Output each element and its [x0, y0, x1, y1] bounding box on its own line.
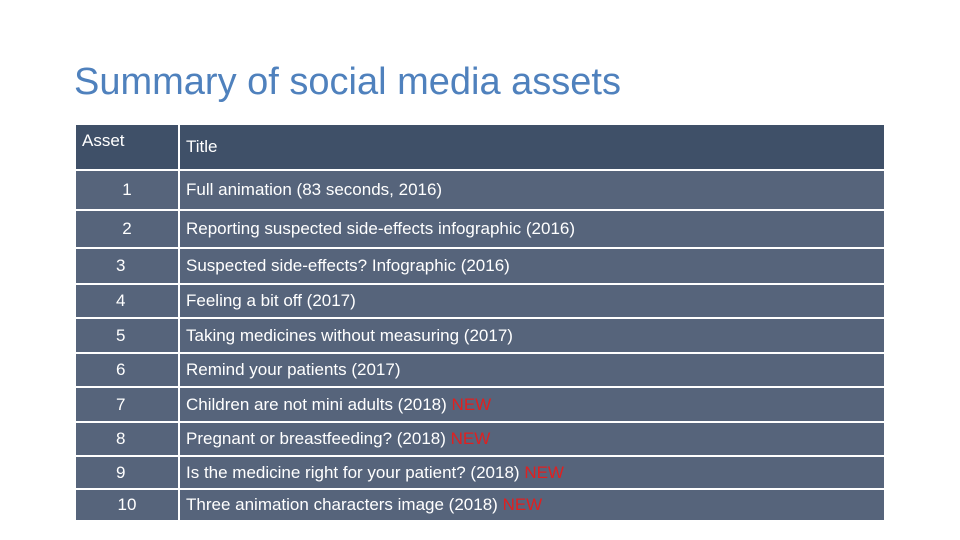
new-badge: NEW [450, 429, 491, 448]
asset-title-cell [179, 456, 885, 489]
asset-title: Full animation (83 seconds, 2016) [186, 180, 443, 199]
asset-title: Taking medicines without measuring (2017) [186, 325, 513, 345]
asset-title-cell [179, 210, 885, 248]
column-header-title: Title [179, 124, 885, 170]
asset-title: Feeling a bit off (2017) [186, 291, 356, 310]
new-badge: NEW [524, 462, 564, 482]
asset-number: 7 [75, 387, 179, 422]
asset-number: 8 [75, 422, 179, 456]
table-row [75, 318, 885, 353]
asset-title: Three animation characters image (2018) [186, 495, 498, 514]
asset-title: Children are not mini adults (2018) [186, 394, 447, 414]
asset-number: 2 [75, 210, 179, 248]
asset-number: 4 [75, 284, 179, 318]
page-title: Summary of social media assets [74, 61, 621, 103]
asset-number: 1 [75, 170, 179, 210]
new-badge: NEW [451, 394, 492, 414]
asset-number: 5 [75, 318, 179, 353]
asset-number: 9 [75, 456, 179, 489]
asset-title: Pregnant or breastfeeding? (2018) [186, 429, 446, 448]
table-header-row [75, 124, 885, 170]
asset-title: Remind your patients (2017) [186, 360, 401, 379]
table-row [75, 248, 885, 284]
asset-title-cell [179, 422, 885, 456]
asset-number: 3 [75, 248, 179, 284]
asset-title: Is the medicine right for your patient? (2018) [186, 462, 520, 482]
asset-title-cell [179, 318, 885, 353]
table-row [75, 456, 885, 489]
asset-number: 6 [75, 353, 179, 387]
asset-title-cell [179, 284, 885, 318]
table-row [75, 210, 885, 248]
table-row [75, 170, 885, 210]
asset-title-cell [179, 170, 885, 210]
asset-title-cell [179, 353, 885, 387]
table-row [75, 422, 885, 456]
asset-title: Reporting suspected side-effects infographic (2016) [186, 219, 576, 238]
table-row [75, 284, 885, 318]
asset-title-cell [179, 489, 885, 521]
asset-number: 10 [75, 489, 179, 521]
table-row [75, 353, 885, 387]
asset-title-cell [179, 248, 885, 284]
column-header-asset: Asset [75, 124, 179, 170]
new-badge: NEW [502, 495, 543, 514]
assets-table [74, 123, 886, 522]
asset-title-cell [179, 387, 885, 422]
table-row [75, 489, 885, 521]
asset-title: Suspected side-effects? Infographic (2016) [186, 256, 510, 275]
table-row [75, 387, 885, 422]
